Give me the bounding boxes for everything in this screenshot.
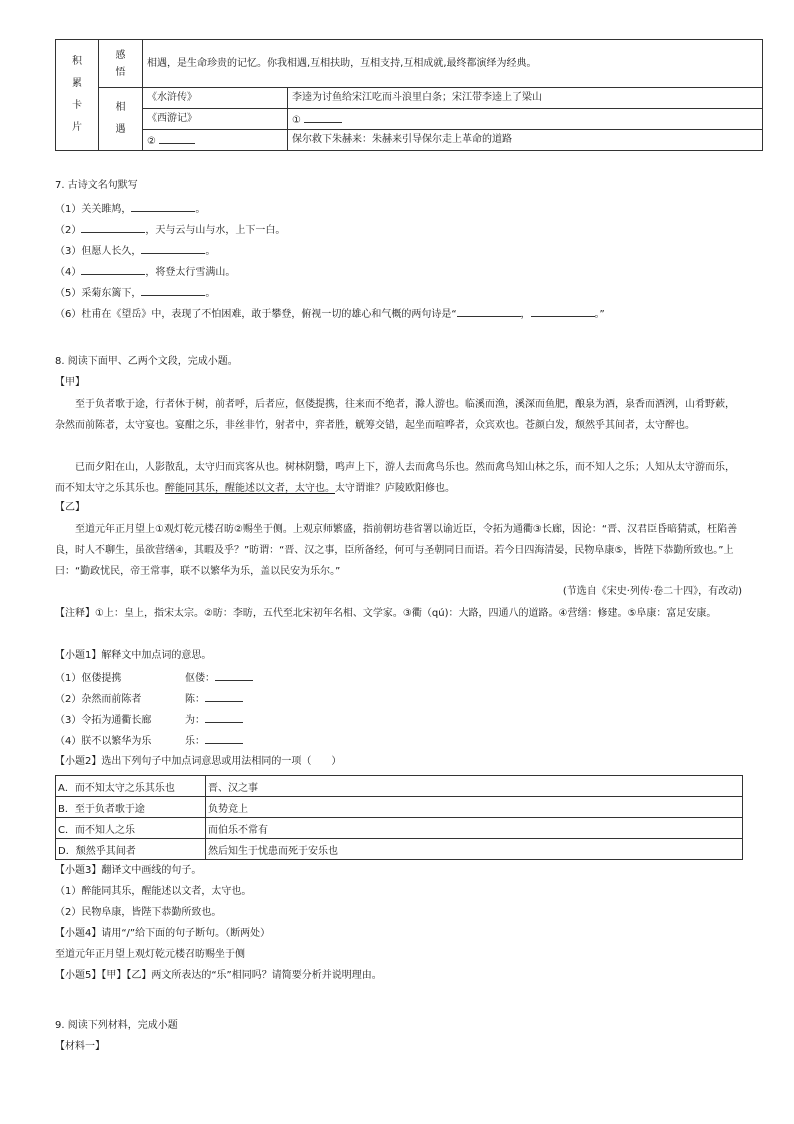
answer-blank[interactable] bbox=[131, 200, 195, 212]
answer-blank[interactable] bbox=[205, 711, 243, 723]
subq1-item-2: （2）杂然而前陈者 陈： bbox=[55, 690, 243, 708]
q7-item-2: （2） ，天与云与山与水，上下一白。 bbox=[55, 221, 285, 239]
subq3-title: 【小题3】翻译文中画线的句子。 bbox=[55, 865, 202, 876]
card-label: 积累卡片 bbox=[56, 40, 99, 151]
row-category-xiangyu: 相遇 bbox=[99, 88, 143, 151]
desc-cell: 李逵为讨鱼给宋江吃而斗浪里白条；宋江带李逵上了梁山 bbox=[288, 88, 763, 109]
passage-jia-para-1: 至于负者歌于途，行者休于树，前者呼，后者应，伛偻提携，往来而不绝者，滁人游也。临溪而渔，溪深而鱼肥，酿泉为酒，泉香而酒洌，山肴野蔌，杂然而前陈者，太守宴也。宴酣之乐，非丝非竹，射者中，弈者胜，觥筹交错，起坐而喧哗者，众宾欢也。苍颜白发，颓然乎其间者，太守醉也。 bbox=[55, 399, 735, 431]
answer-blank[interactable] bbox=[141, 284, 205, 296]
passage-yi-label: 【乙】 bbox=[55, 502, 85, 513]
answer-blank[interactable] bbox=[159, 132, 195, 144]
passage-yi-para: 至道元年正月望上①观灯乾元楼召昉②赐坐于侧。上观京师繁盛，指前朝坊巷省署以谕近臣，令拓为通衢③长廊，因论：“晋、汉君臣昏暗猜贰，枉陷善良，时人不聊生，虽欲营缮④，其暇及乎？”昉谓：“晋、汉之事，臣所备经，何可与圣朝同日而语。若今日四海清晏，民物阜康⑤，皆陛下恭勤所致也。”上曰：“勤政忧民，帝王常事，联不以繁华为乐，盖以民安为乐尔。” bbox=[55, 524, 738, 577]
accumulation-card-table bbox=[55, 39, 763, 151]
desc-cell: 保尔救下朱赫来：朱赫来引导保尔走上革命的道路 bbox=[288, 130, 763, 151]
passage-source: (节选自《宋史·列传·卷二十四》，有改动) bbox=[562, 586, 742, 597]
passage-jia-label: 【甲】 bbox=[55, 377, 85, 388]
passage-jia-para-2: 已而夕阳在山，人影散乱，太守归而宾客从也。树林阴翳，鸣声上下，游人去而禽鸟乐也。然而禽鸟知山林之乐，而不知人之乐；人知从太守游而乐，而不知太守之乐其乐也。醉能同其乐，醒能述以文者，太守也。太守谓谁？庐陵欧阳修也。 bbox=[55, 462, 735, 494]
subq1-item-4: （4）朕不以繁华为乐 乐： bbox=[55, 732, 243, 750]
subq1-item-1: （1）伛偻提携 伛偻： bbox=[55, 669, 253, 687]
answer-blank[interactable] bbox=[205, 732, 243, 744]
book-cell: 《西游记》 bbox=[143, 109, 288, 130]
subq1-title: 【小题1】解释文中加点词的意思。 bbox=[55, 650, 212, 661]
answer-blank[interactable] bbox=[205, 690, 243, 702]
subq2-options-table bbox=[55, 775, 743, 860]
q7-title: 7. 古诗文名句默写 bbox=[55, 180, 138, 191]
subq3-item-1: （1）醉能同其乐，醒能述以文者，太守也。 bbox=[55, 886, 252, 897]
q7-item-1: （1）关关雎鸠， 。 bbox=[55, 200, 205, 218]
subq4-title: 【小题4】请用“/”给下面的句子断句。（断两处） bbox=[55, 928, 271, 939]
answer-blank[interactable] bbox=[81, 221, 145, 233]
q7-item-4: （4） ，将登太行雪满山。 bbox=[55, 263, 235, 281]
book-cell: ② bbox=[143, 130, 288, 151]
option-row[interactable]: D．颓然乎其间者 然后知生于忧患而死于安乐也 bbox=[56, 839, 743, 860]
answer-blank[interactable] bbox=[81, 263, 145, 275]
q7-item-6: （6）杜甫在《望岳》中，表现了不怕困难，敢于攀登，俯视一切的雄心和气概的两句诗是“ ， 。” bbox=[55, 305, 605, 323]
subq3-item-2: （2）民物阜康，皆陛下恭勤所致也。 bbox=[55, 907, 222, 918]
answer-blank[interactable] bbox=[531, 305, 595, 317]
row-category-ganwu: 感悟 bbox=[99, 40, 143, 88]
answer-blank[interactable] bbox=[457, 305, 521, 317]
q7-item-5: （5）采菊东篱下， 。 bbox=[55, 284, 215, 302]
q9-title: 9. 阅读下列材料，完成小题 bbox=[55, 1020, 178, 1031]
subq2-title: 【小题2】选出下列句子中加点词意思或用法相同的一项（ ） bbox=[55, 756, 342, 767]
answer-blank[interactable] bbox=[304, 111, 342, 123]
subq5-title: 【小题5】【甲】【乙】两文所表达的“乐”相同吗？请简要分析并说明理由。 bbox=[55, 970, 382, 981]
subq1-item-3: （3）令拓为通衢长廊 为： bbox=[55, 711, 243, 729]
material-1-label: 【材料一】 bbox=[55, 1041, 105, 1052]
book-cell: 《水浒传》 bbox=[143, 88, 288, 109]
desc-cell: ① bbox=[288, 109, 763, 130]
subq4-text: 至道元年正月望上观灯乾元楼召昉赐坐于侧 bbox=[55, 949, 245, 960]
underlined-sentence: 醉能同其乐，醒能述以文者，太守也。 bbox=[165, 483, 335, 494]
option-row[interactable]: B．至于负者歌于途 负势竞上 bbox=[56, 797, 743, 818]
option-row[interactable]: C．而不知人之乐 而伯乐不常有 bbox=[56, 818, 743, 839]
ganwu-text: 相遇，是生命珍贵的记忆。你我相遇,互相扶助，互相支持,互相成就,最终都演绎为经典。 bbox=[143, 40, 763, 88]
answer-blank[interactable] bbox=[215, 669, 253, 681]
q7-item-3: （3）但愿人长久， 。 bbox=[55, 242, 215, 260]
passage-notes: 【注释】①上：皇上，指宋太宗。②昉：李昉，五代至北宋初年名相、文学家。③衢（qú)：大路，四通八的道路。④营缮：修建。⑤阜康：富足安康。 bbox=[55, 608, 717, 619]
q8-title: 8. 阅读下面甲、乙两个文段，完成小题。 bbox=[55, 356, 238, 367]
answer-blank[interactable] bbox=[141, 242, 205, 254]
option-row[interactable]: A．而不知太守之乐其乐也 晋、汉之事 bbox=[56, 776, 743, 797]
